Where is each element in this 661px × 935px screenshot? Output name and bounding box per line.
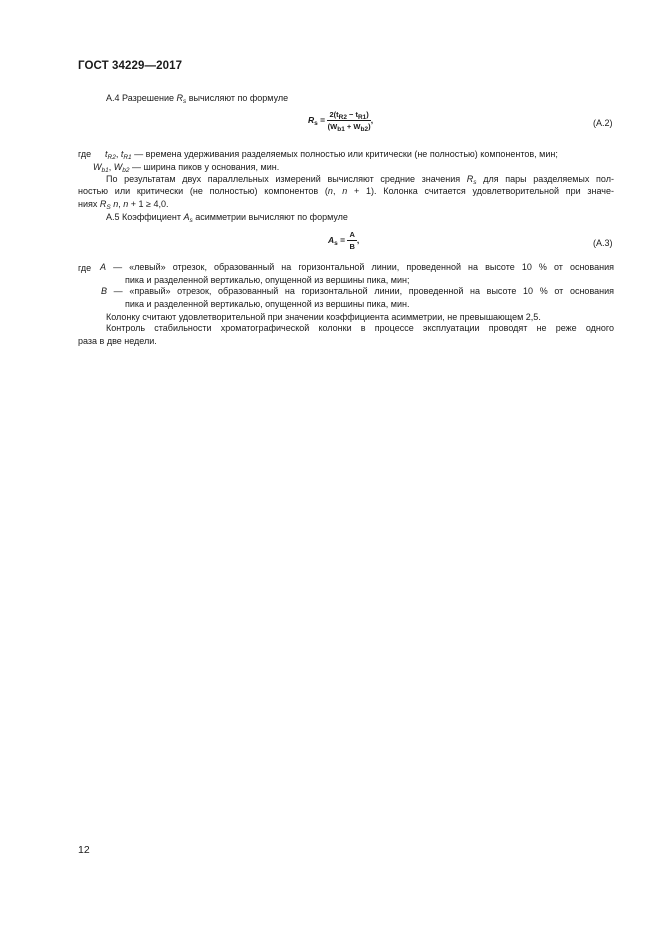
definition-where-label: где <box>78 149 92 159</box>
paragraph-asymmetry-criterion: Колонку считают удовлетворительной при значении коэффициента асимметрии, не превышающем 2,5. <box>106 312 541 322</box>
definition-left-segment: A — «левый» отрезок, образованный на горизонтальной линии, проведенной на высоте 10 % от основания <box>100 262 614 272</box>
definition-right-segment-cont: пика и разделенной вертикалью, опущенной из вершины пика, мин. <box>125 299 410 309</box>
formula-a2: $R_s$ = $\frac{2(t_{R2} - t_{R1})}{(W_{b1} + W_{b2})}$ , <box>308 110 374 133</box>
paragraph-stability-line2: раза в две недели. <box>78 336 157 346</box>
definition-where-label-a5: где <box>78 263 92 273</box>
page-header: ГОСТ 34229—2017 <box>78 60 183 72</box>
definition-left-segment-cont: пика и разделенной вертикалью, опущенной из вершины пика, мин; <box>125 275 410 285</box>
definition-retention-times: $t_{R2}$, $t_{R1}$ — времена удерживания разделяемых полностью или критически (не полностью) компонентов, мин; <box>105 149 558 161</box>
definition-peak-width: $W_{b1}$, $W_{b2}$ — ширина пиков у основания, мин. <box>93 162 280 174</box>
formula-a3: $A_s$ = $\frac{A}{B}$ , <box>328 230 360 251</box>
paragraph-a4-line1: По результатам двух параллельных измерений вычисляют средние значения $R_s$ для пары разделяемых пол- <box>106 174 614 186</box>
page-number: 12 <box>78 844 90 856</box>
definition-right-segment: B — «правый» отрезок, образованный на горизонтальной линии, проведенной на высоте 10 % от основания <box>101 286 614 296</box>
equation-number-a2: (А.2) <box>593 118 613 128</box>
paragraph-a4-line2: ностью или критически (не полностью) компонентов (n, n + 1). Колонка считается удовлетворительной при значе- <box>78 186 614 196</box>
paragraph-a4-line3: ниях $R_S$ n, n + 1 ≥ 4,0. <box>78 199 169 211</box>
equation-number-a3: (А.3) <box>593 238 613 248</box>
section-a4-intro: А.4 Разрешение $R_s$ вычисляют по формуле <box>106 93 289 105</box>
paragraph-stability-line1: Контроль стабильности хроматографической колонки в процессе эксплуатации проводят не реже одного <box>106 323 614 333</box>
section-a5-intro: А.5 Коэффициент $A_s$ асимметрии вычисляют по формуле <box>106 212 348 224</box>
